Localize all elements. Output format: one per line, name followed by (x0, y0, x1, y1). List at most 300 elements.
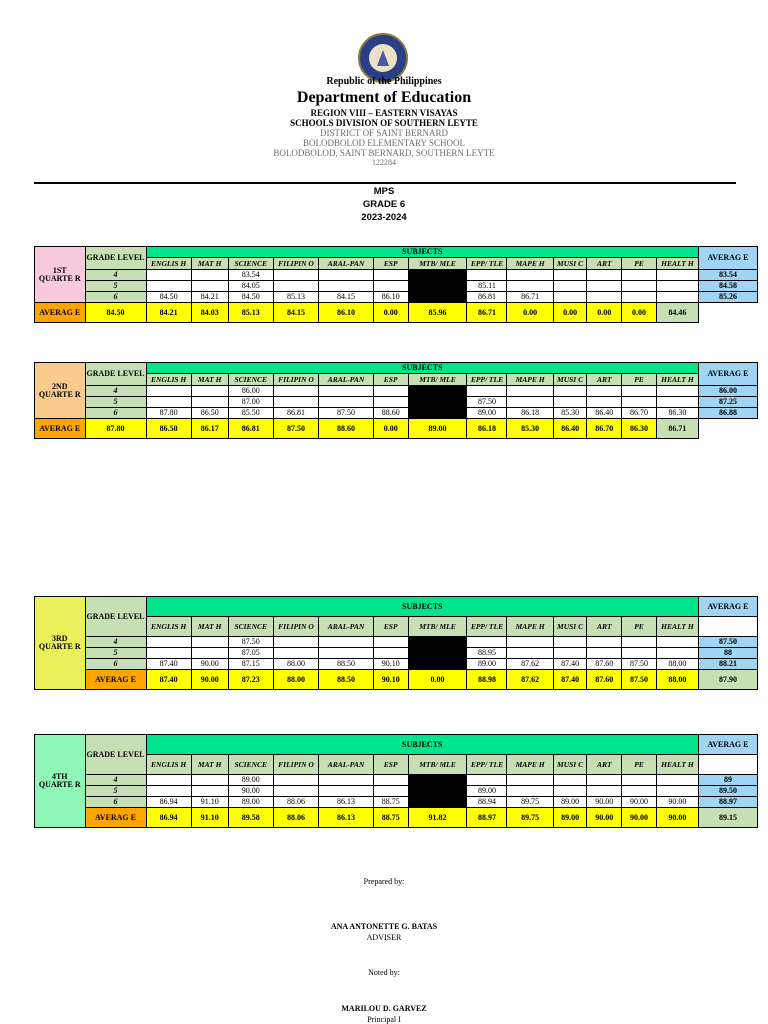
average-row-label: AVERAG E (35, 419, 86, 439)
subjects-header: SUBJECTS (146, 735, 698, 755)
row-average: 86.00 (698, 386, 757, 397)
subject-header: MUSI C (553, 258, 587, 270)
score-cell (622, 292, 657, 303)
subject-average: 84.50 (85, 303, 146, 323)
score-cell: 84.15 (319, 292, 374, 303)
score-cell: 89.00 (553, 797, 587, 808)
score-cell (319, 648, 374, 659)
score-cell: 84.21 (191, 292, 228, 303)
subject-average: 0.00 (553, 303, 587, 323)
score-cell (373, 270, 408, 281)
score-cell: 88.94 (467, 797, 507, 808)
average-row-label: AVERAG E (35, 303, 86, 323)
quarter-label: 3RD QUARTE R (35, 597, 86, 690)
score-cell: 90.10 (373, 659, 408, 670)
score-cell (553, 775, 587, 786)
score-cell: 86.10 (373, 292, 408, 303)
score-cell: 86.40 (587, 408, 622, 419)
subject-header: MUSI C (553, 617, 587, 637)
score-cell: 87.50 (622, 659, 657, 670)
adviser-title: ADVISER (366, 933, 402, 942)
score-cell: 85.30 (553, 408, 587, 419)
grade-level: 5 (85, 786, 146, 797)
subject-average: 87.23 (228, 670, 273, 690)
average-header-blank (698, 617, 757, 637)
school-info (0, 128, 768, 168)
subject-header: ARAL-PAN (319, 374, 374, 386)
grade-level: 6 (85, 408, 146, 419)
mtb-blackout (408, 775, 467, 808)
subject-average: 88.50 (319, 670, 374, 690)
score-cell: 84.05 (228, 281, 273, 292)
score-cell: 87.50 (228, 637, 273, 648)
score-cell (373, 397, 408, 408)
quarter-label: 1ST QUARTE R (35, 247, 86, 303)
subject-header: ART (587, 374, 622, 386)
subject-average: 0.00 (587, 303, 622, 323)
score-cell (373, 775, 408, 786)
header-divider (34, 182, 736, 184)
subject-average: 87.60 (587, 670, 622, 690)
score-cell: 90.00 (622, 797, 657, 808)
subject-header: MTB/ MLE (408, 374, 467, 386)
title-grade: GRADE 6 (362, 199, 406, 210)
mtb-blackout (408, 637, 467, 670)
subject-average: 89.00 (408, 419, 467, 439)
score-cell: 89.00 (467, 786, 507, 797)
score-cell: 84.50 (146, 292, 191, 303)
score-cell (507, 397, 553, 408)
score-cell: 85.11 (467, 281, 507, 292)
subject-average: 88.00 (656, 670, 698, 690)
score-cell: 87.00 (228, 397, 273, 408)
score-cell (467, 386, 507, 397)
grade-level: 5 (85, 397, 146, 408)
score-cell: 89.00 (467, 408, 507, 419)
score-cell (146, 786, 191, 797)
score-cell (553, 270, 587, 281)
subject-average: 87.50 (622, 670, 657, 690)
score-cell (191, 386, 228, 397)
school-id: 122284 (372, 158, 396, 167)
quarter-table (34, 362, 758, 439)
subject-average: 86.40 (553, 419, 587, 439)
score-cell (507, 637, 553, 648)
subject-header: HEALT H (656, 258, 698, 270)
subject-header: ENGLIS H (146, 374, 191, 386)
row-average: 83.54 (698, 270, 757, 281)
subject-header: MAT H (191, 258, 228, 270)
subject-average: 85.30 (507, 419, 553, 439)
score-cell (146, 637, 191, 648)
average-row-label: AVERAG E (85, 670, 146, 690)
score-cell (467, 270, 507, 281)
score-cell: 86.13 (319, 797, 374, 808)
score-cell (146, 775, 191, 786)
subjects-header: SUBJECTS (146, 247, 698, 258)
grade-level: 6 (85, 292, 146, 303)
subject-header: MTB/ MLE (408, 258, 467, 270)
title-mps: MPS (373, 186, 395, 197)
score-cell (507, 775, 553, 786)
score-cell (553, 397, 587, 408)
score-cell (319, 775, 374, 786)
row-average: 85.26 (698, 292, 757, 303)
score-cell (507, 648, 553, 659)
mtb-blackout (408, 270, 467, 303)
subject-header: MTB/ MLE (408, 755, 467, 775)
row-average: 88 (698, 648, 757, 659)
score-cell (553, 281, 587, 292)
subject-average: 87.40 (146, 670, 191, 690)
subject-header: MUSI C (553, 755, 587, 775)
subject-average: 91.10 (191, 808, 228, 828)
score-cell (656, 292, 698, 303)
subject-average: 85.96 (408, 303, 467, 323)
score-cell: 87.40 (553, 659, 587, 670)
subject-average: 0.00 (622, 303, 657, 323)
subject-header: MAT H (191, 374, 228, 386)
score-cell (319, 397, 374, 408)
subject-header: EPP/ TLE (467, 617, 507, 637)
score-cell: 86.18 (507, 408, 553, 419)
subject-average: 87.40 (553, 670, 587, 690)
score-cell: 87.50 (467, 397, 507, 408)
score-cell (191, 281, 228, 292)
grade-level: 4 (85, 637, 146, 648)
score-cell: 83.54 (228, 270, 273, 281)
region-division (0, 108, 768, 128)
score-cell (319, 281, 374, 292)
score-cell: 86.81 (273, 408, 318, 419)
subject-average: 91.82 (408, 808, 467, 828)
score-cell (146, 397, 191, 408)
score-cell: 84.50 (228, 292, 273, 303)
score-cell (656, 397, 698, 408)
subject-average: 86.70 (587, 419, 622, 439)
subject-header: ART (587, 617, 622, 637)
score-cell (507, 386, 553, 397)
score-cell (587, 292, 622, 303)
row-average: 89.50 (698, 786, 757, 797)
score-cell (191, 637, 228, 648)
score-cell (507, 281, 553, 292)
score-cell (273, 775, 318, 786)
score-cell: 90.00 (656, 797, 698, 808)
subject-header: ART (587, 258, 622, 270)
subject-header: MUSI C (553, 374, 587, 386)
average-row-label: AVERAG E (85, 808, 146, 828)
score-cell: 86.71 (507, 292, 553, 303)
subject-header: FILIPIN O (273, 755, 318, 775)
score-cell: 89.00 (467, 659, 507, 670)
score-cell (273, 281, 318, 292)
subject-average: 86.10 (319, 303, 374, 323)
score-cell (553, 637, 587, 648)
score-cell: 87.05 (228, 648, 273, 659)
department-title: Department of Education (296, 89, 472, 106)
grade-level: 5 (85, 648, 146, 659)
district-line: DISTRICT OF SAINT BERNARD (320, 128, 448, 138)
subject-header: MAPE H (507, 258, 553, 270)
principal-title: Principal I (367, 1015, 401, 1024)
score-cell: 89.00 (228, 775, 273, 786)
quarter-average: 87.90 (698, 670, 757, 690)
subject-header: EPP/ TLE (467, 374, 507, 386)
score-cell (319, 270, 374, 281)
score-cell: 86.94 (146, 797, 191, 808)
subject-header: PE (622, 258, 657, 270)
subject-header: SCIENCE (228, 258, 273, 270)
subject-average: 89.58 (228, 808, 273, 828)
row-average: 86.88 (698, 408, 757, 419)
score-cell: 90.00 (191, 659, 228, 670)
region-line: REGION VIII – EASTERN VISAYAS (310, 108, 458, 118)
subject-average: 86.18 (467, 419, 507, 439)
subject-average: 88.00 (273, 670, 318, 690)
subject-header: EPP/ TLE (467, 258, 507, 270)
score-cell (319, 386, 374, 397)
score-cell (587, 775, 622, 786)
subject-average: 0.00 (373, 303, 408, 323)
score-cell: 88.06 (273, 797, 318, 808)
division-line: SCHOOLS DIVISION OF SOUTHERN LEYTE (290, 118, 478, 128)
score-cell (191, 786, 228, 797)
score-cell (587, 397, 622, 408)
subject-header: PE (622, 755, 657, 775)
score-cell (191, 648, 228, 659)
score-cell (553, 292, 587, 303)
score-cell (587, 786, 622, 797)
subject-average: 86.17 (191, 419, 228, 439)
subject-header: ARAL-PAN (319, 617, 374, 637)
score-cell (587, 270, 622, 281)
quarter-average: 84.46 (656, 303, 698, 323)
subject-average: 87.80 (85, 419, 146, 439)
score-cell (373, 386, 408, 397)
subject-average: 87.62 (507, 670, 553, 690)
subject-header: ARAL-PAN (319, 755, 374, 775)
score-cell (656, 637, 698, 648)
score-cell (507, 270, 553, 281)
subject-average: 90.00 (656, 808, 698, 828)
grade-level-header: GRADE LEVEL (85, 735, 146, 775)
subject-header: MAPE H (507, 755, 553, 775)
grade-level: 5 (85, 281, 146, 292)
row-average: 87.50 (698, 637, 757, 648)
subject-header: EPP/ TLE (467, 755, 507, 775)
quarter-table (34, 734, 758, 828)
score-cell (319, 786, 374, 797)
grade-level-header: GRADE LEVEL (85, 363, 146, 386)
score-cell: 87.80 (146, 408, 191, 419)
subject-header: MAT H (191, 755, 228, 775)
subject-average: 85.13 (228, 303, 273, 323)
subject-header: SCIENCE (228, 374, 273, 386)
subject-average: 88.06 (273, 808, 318, 828)
subjects-header: SUBJECTS (146, 363, 698, 374)
grade-level: 6 (85, 659, 146, 670)
score-cell (191, 775, 228, 786)
grade-level: 6 (85, 797, 146, 808)
score-cell (656, 775, 698, 786)
score-cell (656, 281, 698, 292)
score-cell (656, 270, 698, 281)
score-cell: 88.75 (373, 797, 408, 808)
score-cell (553, 786, 587, 797)
quarter-average: 89.15 (698, 808, 757, 828)
row-average: 89 (698, 775, 757, 786)
subject-header: MAPE H (507, 617, 553, 637)
subject-average: 89.00 (553, 808, 587, 828)
subject-header: HEALT H (656, 755, 698, 775)
subject-average: 0.00 (373, 419, 408, 439)
noted-by-label: Noted by: (368, 968, 400, 977)
score-cell: 87.60 (587, 659, 622, 670)
subject-header: FILIPIN O (273, 617, 318, 637)
score-cell (656, 786, 698, 797)
score-cell (622, 648, 657, 659)
grade-level: 4 (85, 270, 146, 281)
subject-average: 86.94 (146, 808, 191, 828)
score-cell: 88.00 (273, 659, 318, 670)
report-title (0, 185, 768, 224)
score-cell: 86.81 (467, 292, 507, 303)
score-cell (319, 637, 374, 648)
title-year: 2023-2024 (361, 212, 407, 223)
score-cell (273, 270, 318, 281)
subject-header: ENGLIS H (146, 258, 191, 270)
subject-average: 88.75 (373, 808, 408, 828)
score-cell (146, 270, 191, 281)
subject-average: 86.30 (622, 419, 657, 439)
adviser-name: ANA ANTONETTE G. BATAS (330, 922, 438, 931)
subject-header: ENGLIS H (146, 755, 191, 775)
score-cell: 87.40 (146, 659, 191, 670)
subject-header: ESP (373, 617, 408, 637)
score-cell: 86.00 (228, 386, 273, 397)
subject-average: 90.00 (622, 808, 657, 828)
score-cell: 87.62 (507, 659, 553, 670)
subject-header: HEALT H (656, 374, 698, 386)
subject-header: HEALT H (656, 617, 698, 637)
score-cell: 88.50 (319, 659, 374, 670)
subject-average: 90.00 (587, 808, 622, 828)
subject-average: 86.13 (319, 808, 374, 828)
score-cell: 90.00 (587, 797, 622, 808)
subject-average: 0.00 (408, 670, 467, 690)
grade-level: 4 (85, 775, 146, 786)
score-cell: 85.13 (273, 292, 318, 303)
score-cell (273, 637, 318, 648)
subject-average: 0.00 (507, 303, 553, 323)
subject-header: MTB/ MLE (408, 617, 467, 637)
score-cell (553, 386, 587, 397)
score-cell (373, 637, 408, 648)
score-cell (273, 386, 318, 397)
republic-line: Republic of the Philippines (326, 76, 442, 87)
score-cell (622, 637, 657, 648)
quarter-label: 2ND QUARTE R (35, 363, 86, 419)
score-cell: 88.60 (373, 408, 408, 419)
subject-header: ESP (373, 755, 408, 775)
row-average: 84.58 (698, 281, 757, 292)
subject-average: 87.50 (273, 419, 318, 439)
score-cell: 89.00 (228, 797, 273, 808)
grade-level: 4 (85, 386, 146, 397)
quarter-table (34, 596, 758, 690)
score-cell (507, 786, 553, 797)
score-cell (273, 786, 318, 797)
score-cell: 85.50 (228, 408, 273, 419)
subject-header: ENGLIS H (146, 617, 191, 637)
score-cell (656, 386, 698, 397)
mtb-blackout (408, 386, 467, 419)
score-cell (467, 775, 507, 786)
score-cell (587, 281, 622, 292)
subject-header: ESP (373, 374, 408, 386)
row-average: 87.25 (698, 397, 757, 408)
score-cell: 91.10 (191, 797, 228, 808)
row-average: 88.97 (698, 797, 757, 808)
subject-average: 90.00 (191, 670, 228, 690)
score-cell: 86.70 (622, 408, 657, 419)
score-cell (622, 386, 657, 397)
quarter-label: 4TH QUARTE R (35, 735, 86, 828)
row-average: 88.21 (698, 659, 757, 670)
subject-header: ESP (373, 258, 408, 270)
subject-header: MAT H (191, 617, 228, 637)
subject-header: FILIPIN O (273, 258, 318, 270)
score-cell: 86.30 (656, 408, 698, 419)
quarter-table (34, 246, 758, 323)
score-cell: 88.00 (656, 659, 698, 670)
grade-level-header: GRADE LEVEL (85, 247, 146, 270)
subject-average: 84.03 (191, 303, 228, 323)
subject-header: ARAL-PAN (319, 258, 374, 270)
subject-average: 88.60 (319, 419, 374, 439)
school-line: BOLODBOLOD ELEMENTARY SCHOOL (303, 138, 465, 148)
subject-header: PE (622, 617, 657, 637)
score-cell (622, 786, 657, 797)
subject-average: 84.15 (273, 303, 318, 323)
score-cell (622, 397, 657, 408)
subjects-header: SUBJECTS (146, 597, 698, 617)
score-cell (146, 648, 191, 659)
score-cell (622, 775, 657, 786)
score-cell (191, 397, 228, 408)
score-cell: 90.00 (228, 786, 273, 797)
quarter-average: 86.71 (656, 419, 698, 439)
score-cell (622, 270, 657, 281)
score-cell (373, 281, 408, 292)
subject-average: 88.98 (467, 670, 507, 690)
subject-header: PE (622, 374, 657, 386)
score-cell (146, 386, 191, 397)
subject-header: SCIENCE (228, 617, 273, 637)
average-header-blank (698, 755, 757, 775)
subject-average: 86.71 (467, 303, 507, 323)
score-cell: 89.75 (507, 797, 553, 808)
subject-average: 90.10 (373, 670, 408, 690)
subject-average: 86.81 (228, 419, 273, 439)
principal-name: MARILOU D. GARVEZ (341, 1004, 427, 1013)
average-header: AVERAG E (698, 735, 757, 755)
score-cell (467, 637, 507, 648)
score-cell (587, 648, 622, 659)
subject-header: MAPE H (507, 374, 553, 386)
score-cell (273, 397, 318, 408)
